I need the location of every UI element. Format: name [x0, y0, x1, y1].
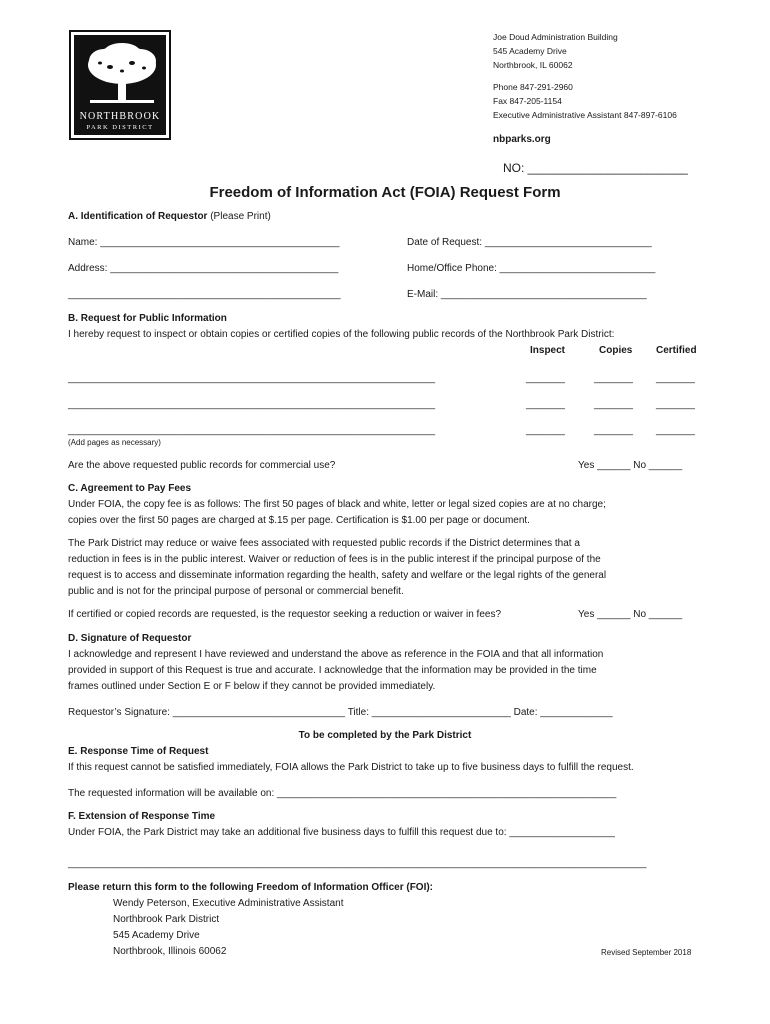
logo-text-northbrook: NORTHBROOK	[79, 111, 161, 122]
record-line-1[interactable]: __________________________________________________________________	[68, 373, 436, 384]
inspect-line-2[interactable]: _______	[526, 399, 565, 410]
acknowledge-line-2: provided in support of this Request is true and accurate. I acknowledge that the information may be provided in the time	[68, 665, 597, 676]
section-a-heading-label: A. Identification of Requestor	[68, 211, 208, 222]
acknowledge-line-1: I acknowledge and represent I have reviewed and understand the above as reference in the FOIA and that all information	[68, 649, 604, 660]
fee-waiver-yes-no[interactable]: Yes ______ No ______	[578, 609, 683, 620]
record-line-3[interactable]: __________________________________________________________________	[68, 425, 436, 436]
address-line-2-field[interactable]: _________________________________________________	[68, 289, 341, 300]
section-c-heading: C. Agreement to Pay Fees	[68, 483, 192, 494]
acknowledge-line-3: frames outlined under Section E or F below if they cannot be provided immediately.	[68, 681, 436, 692]
address-assistant-phone: Executive Administrative Assistant 847-897-6106	[493, 110, 677, 120]
extension-reason-field[interactable]: Under FOIA, the Park District may take an additional five business days to fulfill this request due to: ___________________	[68, 827, 615, 838]
address-fax: Fax 847-205-1154	[493, 96, 562, 106]
copies-line-1[interactable]: _______	[594, 373, 633, 384]
email-field[interactable]: E-Mail: _____________________________________	[407, 289, 647, 300]
extension-reason-line-2[interactable]: ________________________________________________________________________________________________________	[68, 858, 647, 869]
commercial-use-question: Are the above requested public records for commercial use?	[68, 460, 336, 471]
certified-line-3[interactable]: _______	[656, 425, 695, 436]
foi-city: Northbrook, Illinois 60062	[113, 946, 227, 957]
address-city: Northbrook, IL 60062	[493, 60, 573, 70]
waiver-text-line-1: The Park District may reduce or waive fees associated with requested public records if the District determines that a	[68, 538, 580, 549]
phone-field[interactable]: Home/Office Phone: ____________________________	[407, 263, 656, 274]
waiver-text-line-3: request is to access and disseminate information regarding the health, safety and welfare or the legal rights of the general	[68, 570, 607, 581]
section-e-heading: E. Response Time of Request	[68, 746, 209, 757]
page-title: Freedom of Information Act (FOIA) Request Form	[209, 184, 561, 201]
date-of-request-field[interactable]: Date of Request: ______________________________	[407, 237, 652, 248]
request-number-field[interactable]: NO: ________________________	[503, 161, 688, 175]
commercial-use-yes-no[interactable]: Yes ______ No ______	[578, 460, 683, 471]
available-date-field[interactable]: The requested information will be available on: _____________________________________________________________	[68, 788, 617, 799]
copies-line-2[interactable]: _______	[594, 399, 633, 410]
add-pages-note: (Add pages as necessary)	[68, 438, 161, 447]
foi-street: 545 Academy Drive	[113, 930, 200, 941]
signature-title-date-field[interactable]: Requestor’s Signature: _______________________________ Title: _________________________ Date: _____________	[68, 707, 613, 718]
section-b-intro: I hereby request to inspect or obtain copies or certified copies of the following public records of the Northbrook Park District:	[68, 329, 615, 340]
address-phone: Phone 847-291-2960	[493, 82, 573, 92]
fee-waiver-question: If certified or copied records are requested, is the requestor seeking a reduction or waiver in fees?	[68, 609, 502, 620]
copies-line-3[interactable]: _______	[594, 425, 633, 436]
website-link[interactable]: nbparks.org	[493, 134, 551, 145]
column-copies: Copies	[599, 345, 633, 356]
northbrook-park-district-logo	[69, 30, 171, 140]
park-district-note: To be completed by the Park District	[298, 730, 472, 741]
section-a-heading	[68, 211, 271, 222]
foi-organization: Northbrook Park District	[113, 914, 220, 925]
certified-line-1[interactable]: _______	[656, 373, 695, 384]
fee-text-line-1: Under FOIA, the copy fee is as follows: The first 50 pages of black and white, letter or legal sized copies are at no charge;	[68, 499, 606, 510]
address-building: Joe Doud Administration Building	[493, 32, 618, 42]
section-b-heading: B. Request for Public Information	[68, 313, 227, 324]
waiver-text-line-2: reduction in fees is in the public interest. Waiver or reduction of fees is in the public interest if the principal purpose of the	[68, 554, 601, 565]
section-f-heading: F. Extension of Response Time	[68, 811, 216, 822]
inspect-line-3[interactable]: _______	[526, 425, 565, 436]
address-street: 545 Academy Drive	[493, 46, 567, 56]
name-field[interactable]: Name: ___________________________________________	[68, 237, 340, 248]
logo-text-park-district: PARK DISTRICT	[86, 124, 154, 131]
section-d-heading: D. Signature of Requestor	[68, 633, 192, 644]
section-a-heading-note: (Please Print)	[207, 211, 271, 222]
revised-date: Revised September 2018	[601, 948, 692, 957]
oak-tree-icon	[80, 41, 164, 107]
certified-line-2[interactable]: _______	[656, 399, 695, 410]
column-certified: Certified	[656, 345, 697, 356]
waiver-text-line-4: public and is not for the principal purpose of personal or commercial benefit.	[68, 586, 404, 597]
response-time-text: If this request cannot be satisfied immediately, FOIA allows the Park District to take up to five business days to fulfill the request.	[68, 762, 634, 773]
fee-text-line-2: copies over the first 50 pages are charged at $.15 per page. Certification is $1.00 per page or document.	[68, 515, 530, 526]
return-heading: Please return this form to the following Freedom of Information Officer (FOI):	[68, 882, 434, 893]
inspect-line-1[interactable]: _______	[526, 373, 565, 384]
record-line-2[interactable]: __________________________________________________________________	[68, 399, 436, 410]
address-field[interactable]: Address: _________________________________________	[68, 263, 339, 274]
foi-officer-name: Wendy Peterson, Executive Administrative Assistant	[113, 898, 344, 909]
column-inspect: Inspect	[530, 345, 566, 356]
